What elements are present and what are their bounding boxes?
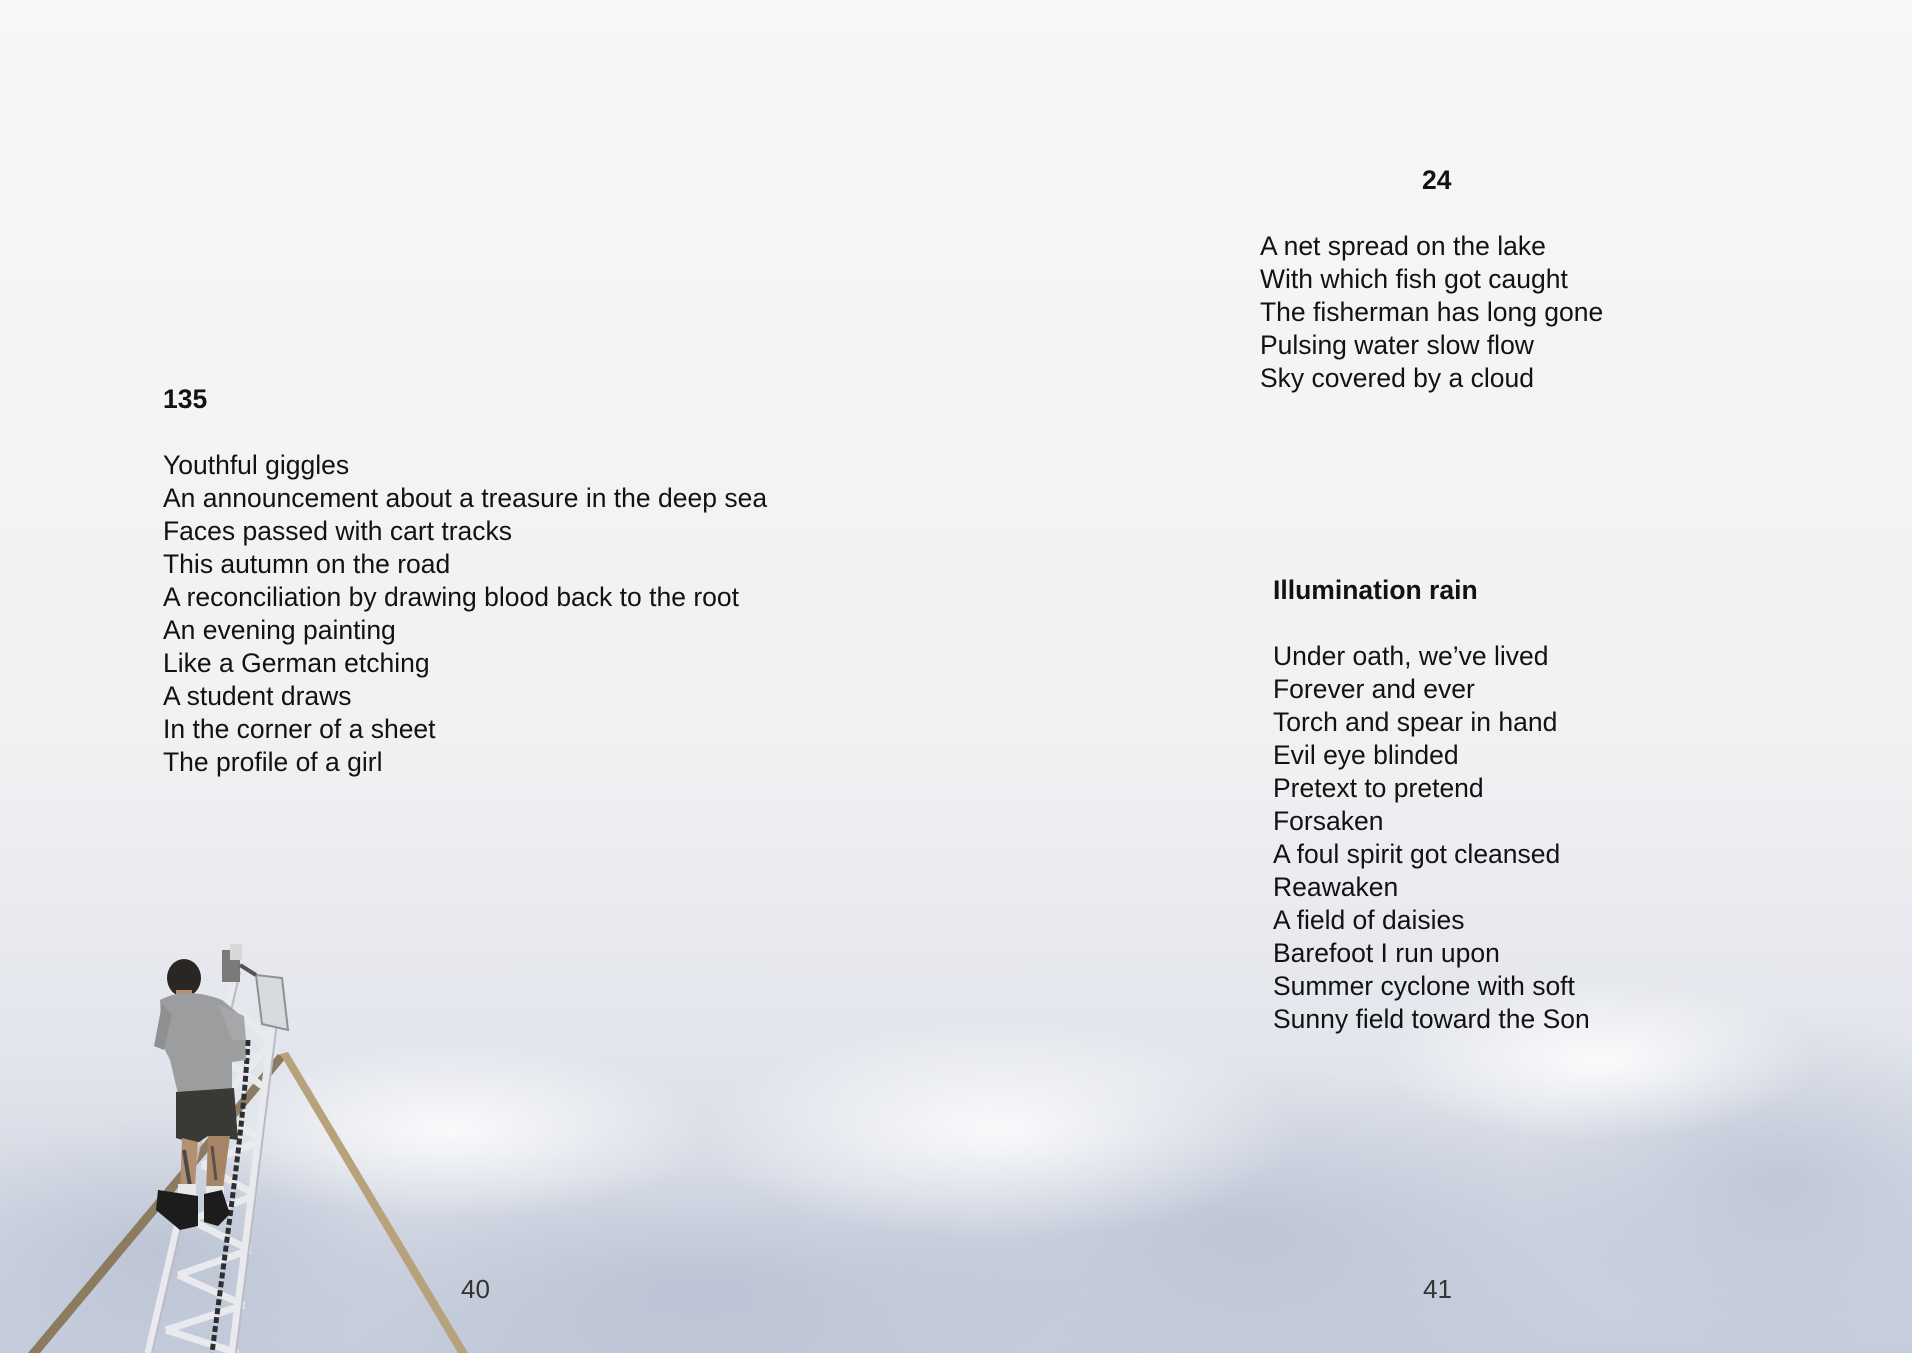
poem-line: This autumn on the road: [163, 549, 451, 579]
poem-line: Sky covered by a cloud: [1260, 363, 1534, 393]
poem-line: Sunny field toward the Son: [1273, 1004, 1590, 1034]
poem-line: A reconciliation by drawing blood back to the root: [163, 582, 739, 612]
poem-line: An announcement about a treasure in the deep sea: [163, 483, 768, 513]
poem-line: Summer cyclone with soft: [1273, 971, 1575, 1001]
poem-line: Forever and ever: [1273, 674, 1475, 704]
poem-line: Faces passed with cart tracks: [163, 516, 513, 546]
poem-line: Under oath, we’ve lived: [1273, 641, 1549, 671]
poem-title: 135: [163, 384, 208, 414]
poem-135: [163, 383, 767, 779]
poem-line: The fisherman has long gone: [1260, 297, 1604, 327]
page-number-right: 41: [1423, 1274, 1452, 1304]
poem-line: A foul spirit got cleansed: [1273, 839, 1561, 869]
poem-line: In the corner of a sheet: [163, 714, 436, 744]
poem-line: An evening painting: [163, 615, 396, 645]
poem-line: Barefoot I run upon: [1273, 938, 1500, 968]
poem-line: Forsaken: [1273, 806, 1384, 836]
poem-line: Youthful giggles: [163, 450, 350, 480]
page-number-left: 40: [461, 1274, 490, 1304]
poem-line: Torch and spear in hand: [1273, 707, 1558, 737]
poem-line: Reawaken: [1273, 872, 1399, 902]
poem-line: With which fish got caught: [1260, 264, 1568, 294]
poem-line: A field of daisies: [1273, 905, 1465, 935]
poem-illumination-rain: [1273, 574, 1590, 1036]
poem-line: The profile of a girl: [163, 747, 383, 777]
poem-24: [1260, 164, 1603, 395]
poem-line: A student draws: [163, 681, 352, 711]
poem-title: Illumination rain: [1273, 575, 1478, 605]
poem-line: Evil eye blinded: [1273, 740, 1459, 770]
poem-line: Pulsing water slow flow: [1260, 330, 1534, 360]
poem-title: 24: [1422, 165, 1452, 195]
poem-line: Like a German etching: [163, 648, 430, 678]
poem-line: Pretext to pretend: [1273, 773, 1484, 803]
poem-line: A net spread on the lake: [1260, 231, 1546, 261]
